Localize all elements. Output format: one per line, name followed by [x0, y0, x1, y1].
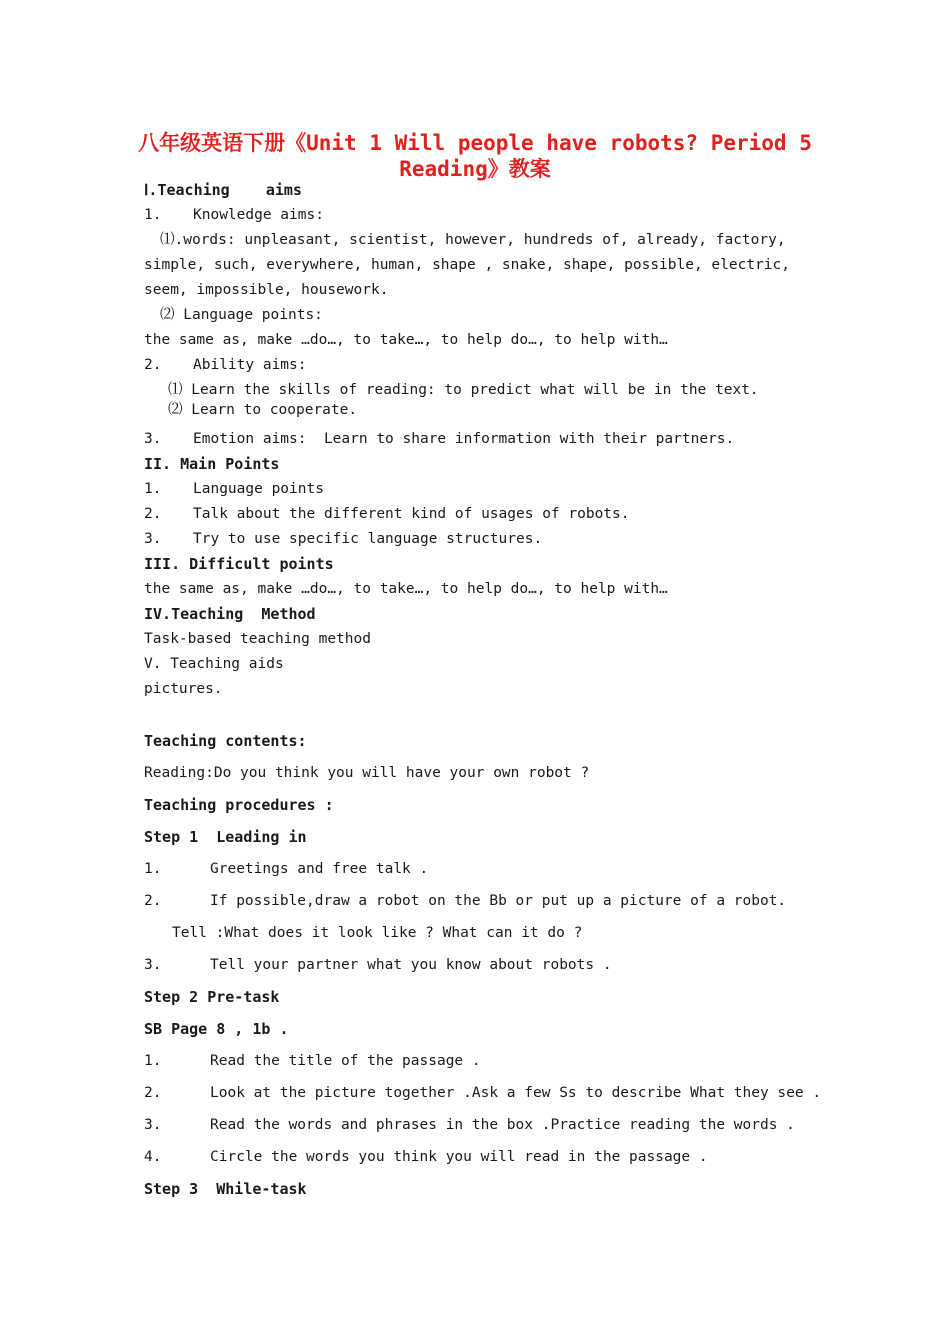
- list-item: Talk about the different kind of usages of robots.: [193, 506, 630, 522]
- step3-heading: Step 3 While-task: [144, 1180, 307, 1198]
- list-item: Read the words and phrases in the box .Practice reading the words .: [210, 1117, 795, 1133]
- words-line-3: seem, impossible, housework.: [144, 282, 389, 298]
- item-number: 1.: [144, 207, 162, 223]
- list-item-number: 4.: [144, 1149, 162, 1165]
- list-item: Read the title of the passage .: [210, 1053, 481, 1069]
- list-item-number: 3.: [144, 531, 162, 547]
- contents-line: Reading:Do you think you will have your own robot ?: [144, 765, 590, 781]
- step1-heading: Step 1 Leading in: [144, 828, 307, 846]
- list-item-number: 2.: [144, 893, 162, 909]
- section3-heading: III. Difficult points: [144, 555, 334, 573]
- list-item: Tell your partner what you know about robots .: [210, 957, 612, 973]
- list-item-number: 1.: [144, 481, 162, 497]
- words-line-2: simple, such, everywhere, human, shape , snake, shape, possible, electric,: [144, 257, 791, 273]
- tell-line: Tell :What does it look like ? What can it do ?: [172, 925, 583, 941]
- list-item-number: 1.: [144, 861, 162, 877]
- list-item: Try to use specific language structures.: [193, 531, 543, 547]
- document-title-line2: Reading》教案: [399, 157, 551, 181]
- list-item: Look at the picture together .Ask a few Ss to describe What they see .: [210, 1085, 822, 1101]
- list-item-number: 3.: [144, 957, 162, 973]
- document-title-line1: 八年级英语下册《Unit 1 Will people have robots? Period 5: [138, 131, 812, 155]
- sb-page-line: SB Page 8 , 1b .: [144, 1020, 289, 1038]
- words-line-1: ⑴.words: unpleasant, scientist, however, hundreds of, already, factory,: [160, 232, 786, 248]
- emotion-aims-line: Emotion aims: Learn to share information with their partners.: [193, 431, 735, 447]
- section2-heading: II. Main Points: [144, 455, 280, 473]
- list-item-number: 2.: [144, 1085, 162, 1101]
- section3-line: the same as, make …do…, to take…, to help do…, to help with…: [144, 581, 668, 597]
- ability-line-2: ⑵ Learn to cooperate.: [168, 402, 358, 418]
- list-item: Language points: [193, 481, 324, 497]
- list-item: Circle the words you think you will read in the passage .: [210, 1149, 708, 1165]
- list-item: Greetings and free talk .: [210, 861, 429, 877]
- list-item: If possible,draw a robot on the Bb or put up a picture of a robot.: [210, 893, 787, 909]
- knowledge-aims-label: Knowledge aims:: [193, 207, 324, 223]
- list-item-number: 2.: [144, 506, 162, 522]
- list-item-number: 1.: [144, 1053, 162, 1069]
- section1-heading: Ⅰ.Teaching aims: [144, 181, 302, 199]
- section5-heading: V. Teaching aids: [144, 656, 284, 672]
- ability-aims-label: Ability aims:: [193, 357, 307, 373]
- item-number: 3.: [144, 431, 162, 447]
- step2-heading: Step 2 Pre-task: [144, 988, 280, 1006]
- section4-heading: IV.Teaching Method: [144, 605, 316, 623]
- item-number: 2.: [144, 357, 162, 373]
- section5-line: pictures.: [144, 681, 223, 697]
- language-points-label: ⑵ Language points:: [160, 307, 323, 323]
- list-item-number: 3.: [144, 1117, 162, 1133]
- section4-line: Task-based teaching method: [144, 631, 371, 647]
- contents-heading: Teaching contents:: [144, 732, 307, 750]
- language-points-line: the same as, make …do…, to take…, to help do…, to help with…: [144, 332, 668, 348]
- ability-line-1: ⑴ Learn the skills of reading: to predict what will be in the text.: [168, 382, 759, 398]
- procedures-heading: Teaching procedures :: [144, 796, 334, 814]
